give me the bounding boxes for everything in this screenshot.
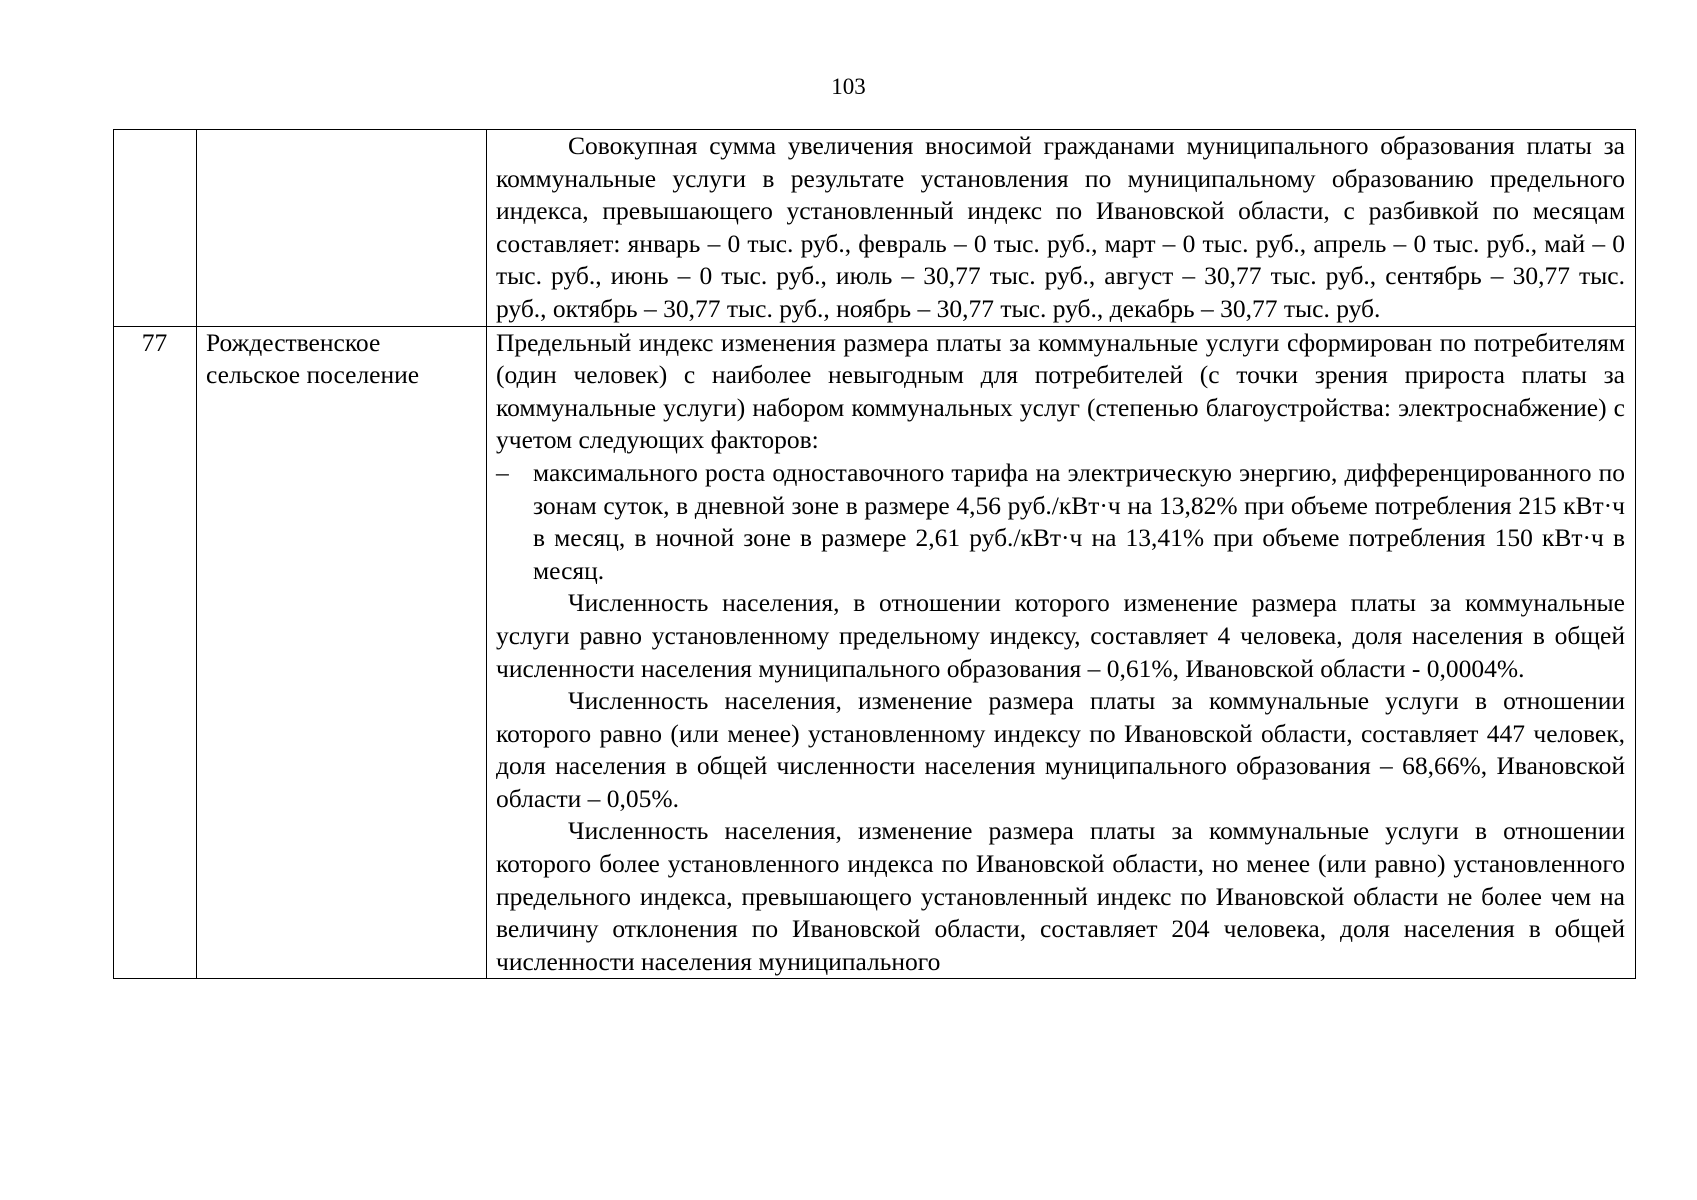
table-row [114,130,1636,327]
paragraph: Численность населения, в отношении которого изменение размера платы за коммунальные услуги равно установленному предельному индексу, составляет 4 человека, доля населения в общей численности населения муниципального образования – 0,61%, Ивановской области - 0,0004%. [496,588,1625,683]
paragraph: Численность населения, изменение размера платы за коммунальные услуги в отношении которого равно (или менее) установленному индексу по Ивановской области, составляет 447 человек, доля населения в общей численности населения муниципального образования – 68,66%, Ивановской области – 0,05%. [496,686,1625,813]
page-number: 103 [831,74,866,99]
table-row [114,326,1636,979]
paragraph: Совокупная сумма увеличения вносимой гражданами муниципального образования платы за коммунальные услуги в результате установления по муниципальному образованию предельного индекса, превышающего установленный индекс по Ивановской области, с разбивкой по месяцам составляет: январь – 0 тыс. руб., февраль – 0 тыс. руб., март – 0 тыс. руб., апрель – 0 тыс. руб., май – 0 тыс. руб., июнь – 0 тыс. руб., июль – 30,77 тыс. руб., август – 30,77 тыс. руб., сентябрь – 30,77 тыс. руб., октябрь – 30,77 тыс. руб., ноябрь – 30,77 тыс. руб., декабрь – 30,77 тыс. руб. [496,131,1625,323]
row-number-cell [114,130,197,327]
dash-marker: – [496,457,509,487]
paragraph: Предельный индекс изменения размера платы за коммунальные услуги сформирован по потребителям (один человек) с наиболее невыгодным для потребителей (с точки зрения прироста платы за коммунальные услуги) набором коммунальных услуг (степенью благоустройства: электроснабжение) с учетом следующих факторов: [496,327,1625,455]
municipality-name-cell [197,130,487,327]
list-item-text: максимального роста одноставочного тарифа на электрическую энергию, дифференцированного по зонам суток, в дневной зоне в размере 4,56 руб./кВт·ч на 13,82% при объеме потребления 215 кВт·ч в месяц, в ночной зоне в размере 2,61 руб./кВт·ч на 13,41% при объеме потребления 150 кВт·ч в месяц. [533,457,1625,585]
dash-list-item [496,457,1625,587]
municipality-name-cell: Рождественское сельское поселение [197,326,487,979]
description-cell [487,130,1636,327]
row-number-cell: 77 [114,326,197,979]
municipal-index-table [113,129,1636,979]
description-cell [487,326,1636,979]
paragraph: Численность населения, изменение размера платы за коммунальные услуги в отношении которого более установленного индекса по Ивановской области, но менее (или равно) установленного предельного индекса, превышающего установленный индекс по Ивановской области не более чем на величину отклонения по Ивановской области, составляет 204 человека, доля населения в общей численности населения муниципального [496,816,1625,976]
